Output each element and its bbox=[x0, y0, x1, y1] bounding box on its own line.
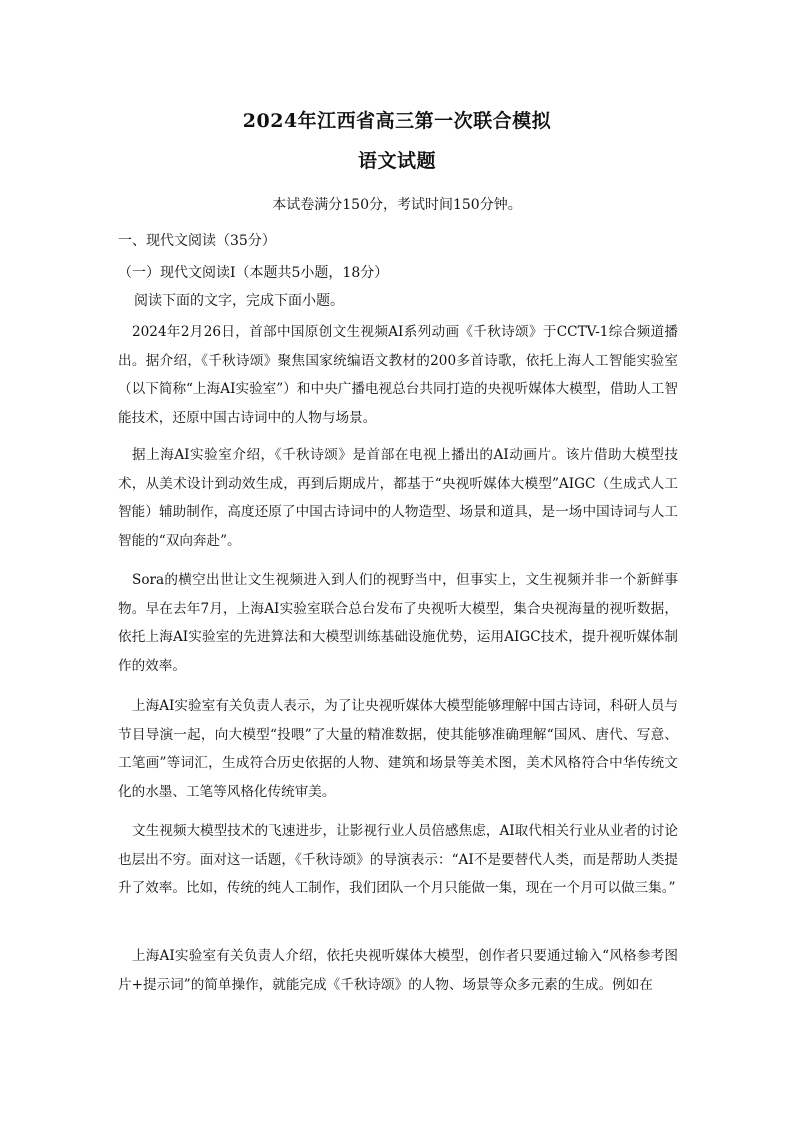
passage-paragraph-1: 2024年2月26日，首部中国原创文生视频AI系列动画《千秋诗颂》于CCTV-1综合频道播出。据介绍，《千秋诗颂》聚焦国家统编语文教材的200多首诗歌，依托上海人工智能实验室（以下简称“上海AI实验室”）和中央广播电视总台共同打造的央视听媒体大模型，借助人工智能技术，还原中国古诗词中的人物与场景。 bbox=[118, 324, 678, 426]
passage-paragraph-6: 上海AI实验室有关负责人介绍，依托央视听媒体大模型，创作者只要通过输入“风格参考图片+提示词”的简单操作，就能完成《千秋诗颂》的人物、场景等众多元素的生成。例如在 bbox=[118, 948, 678, 993]
exam-note: 本试卷满分150分，考试时间150分钟。 bbox=[272, 197, 522, 213]
subsection-heading: （一）现代文阅读Ⅰ（本题共5小题，18分） bbox=[118, 265, 389, 281]
subject-title: 语文试题 bbox=[357, 150, 436, 172]
reading-instruction: 阅读下面的文字，完成下面小题。 bbox=[134, 293, 344, 309]
passage-paragraph-4: 上海AI实验室有关负责人表示，为了让央视听媒体大模型能够理解中国古诗词，科研人员与节目导演一起，向大模型“投喂”了大量的精准数据，使其能够准确理解“国风、唐代、写意、工笔画”等词汇，生成符合历史依据的人物、建筑和场景等美术图，美术风格符合中华传统文化的水墨、工笔等风格化传统审美。 bbox=[118, 698, 678, 800]
section-heading: 一、现代文阅读（35分） bbox=[118, 233, 276, 249]
exam-title: 2024年江西省高三第一次联合模拟 bbox=[242, 110, 552, 132]
passage-paragraph-3: Sora的横空出世让文生视频进入到人们的视野当中，但事实上，文生视频并非一个新鲜事物。早在去年7月，上海AI实验室联合总台发布了央视听大模型，集合央视海量的视听数据，依托上海AI实验室的先进算法和大模型训练基础设施优势，运用AIGC技术，提升视听媒体制作的效率。 bbox=[118, 572, 678, 674]
passage-paragraph-5: 文生视频大模型技术的飞速进步，让影视行业人员倍感焦虑，AI取代相关行业从业者的讨论也层出不穷。面对这一话题，《千秋诗颂》的导演表示：“AI不是要替代人类，而是帮助人类提升了效率。比如，传统的纯人工制作，我们团队一个月只能做一集，现在一个月可以做三集。” bbox=[118, 823, 678, 896]
passage-paragraph-2: 据上海AI实验室介绍，《千秋诗颂》是首部在电视上播出的AI动画片。该片借助大模型技术，从美术设计到动效生成，再到后期成片，都基于“央视听媒体大模型”AIGC（生成式人工智能）辅助制作，高度还原了中国古诗词中的人物造型、场景和道具，是一场中国诗词与人工智能的“双向奔赴”。 bbox=[118, 447, 678, 549]
